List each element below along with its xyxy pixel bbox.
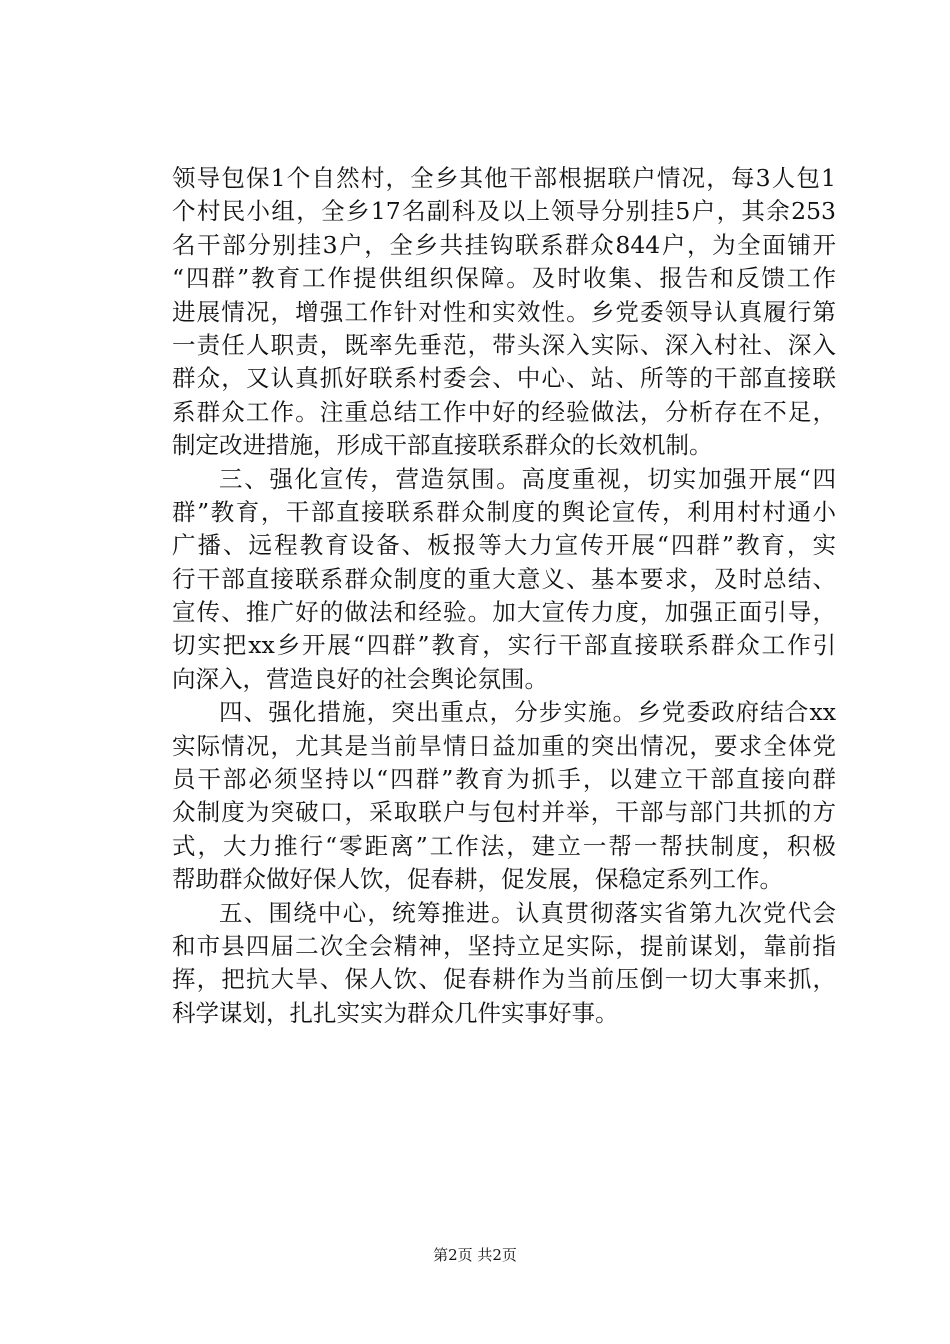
text-line: 式，大力推行“零距离”工作法，建立一帮一帮扶制度，积极 bbox=[172, 831, 836, 860]
paragraph-start-line: 五、围绕中心，统筹推进。认真贯彻落实省第九次党代会 bbox=[219, 898, 836, 927]
text-line: 广播、远程教育设备、板报等大力宣传开展“四群”教育，实 bbox=[172, 531, 836, 560]
text-line: 一责任人职责，既率先垂范，带头深入实际、深入村社、深入 bbox=[172, 330, 836, 359]
text-line: 群众，又认真抓好联系村委会、中心、站、所等的干部直接联 bbox=[172, 364, 836, 393]
text-line: 系群众工作。注重总结工作中好的经验做法，分析存在不足， bbox=[172, 397, 836, 426]
text-line: 切实把xx乡开展“四群”教育，实行干部直接联系群众工作引 bbox=[172, 631, 836, 660]
text-line: “四群”教育工作提供组织保障。及时收集、报告和反馈工作 bbox=[172, 264, 836, 293]
paragraph-end-line: 科学谋划，扎扎实实为群众几件实事好事。 bbox=[172, 998, 619, 1027]
text-line: 挥，把抗大旱、保人饮、促春耕作为当前压倒一切大事来抓， bbox=[172, 965, 836, 994]
text-line: 群”教育，干部直接联系群众制度的舆论宣传，利用村村通小 bbox=[172, 497, 836, 526]
page-number-label: 第2页 共2页 bbox=[433, 1246, 517, 1264]
paragraph-start-line: 四、强化措施，突出重点，分步实施。乡党委政府结合xx bbox=[219, 698, 836, 727]
text-line: 名干部分别挂3户，全乡共挂钩联系群众844户，为全面铺开 bbox=[172, 230, 836, 259]
paragraph-end-line: 向深入，营造良好的社会舆论氛围。 bbox=[172, 664, 548, 693]
text-line: 个村民小组，全乡17名副科及以上领导分别挂5户，其余253 bbox=[172, 197, 836, 226]
text-line: 众制度为突破口，采取联户与包村并举，干部与部门共抓的方 bbox=[172, 798, 836, 827]
text-line: 员干部必须坚持以“四群”教育为抓手，以建立干部直接向群 bbox=[172, 765, 836, 794]
text-line: 宣传、推广好的做法和经验。加大宣传力度，加强正面引导， bbox=[172, 598, 836, 627]
page-footer bbox=[0, 1245, 950, 1265]
paragraph-start-line: 三、强化宣传，营造氛围。高度重视，切实加强开展“四 bbox=[219, 464, 836, 493]
text-line: 行干部直接联系群众制度的重大意义、基本要求，及时总结、 bbox=[172, 564, 836, 593]
text-line: 进展情况，增强工作针对性和实效性。乡党委领导认真履行第 bbox=[172, 297, 836, 326]
text-line: 领导包保1个自然村，全乡其他干部根据联户情况，每3人包1 bbox=[172, 164, 836, 192]
text-line: 和市县四届二次全会精神，坚持立足实际，提前谋划，靠前指 bbox=[172, 931, 836, 960]
document-body bbox=[172, 162, 836, 1030]
text-line: 实际情况，尤其是当前旱情日益加重的突出情况，要求全体党 bbox=[172, 731, 836, 760]
paragraph-end-line: 制定改进措施，形成干部直接联系群众的长效机制。 bbox=[172, 431, 713, 460]
paragraph-end-line: 帮助群众做好保人饮，促春耕，促发展，保稳定系列工作。 bbox=[172, 865, 783, 894]
